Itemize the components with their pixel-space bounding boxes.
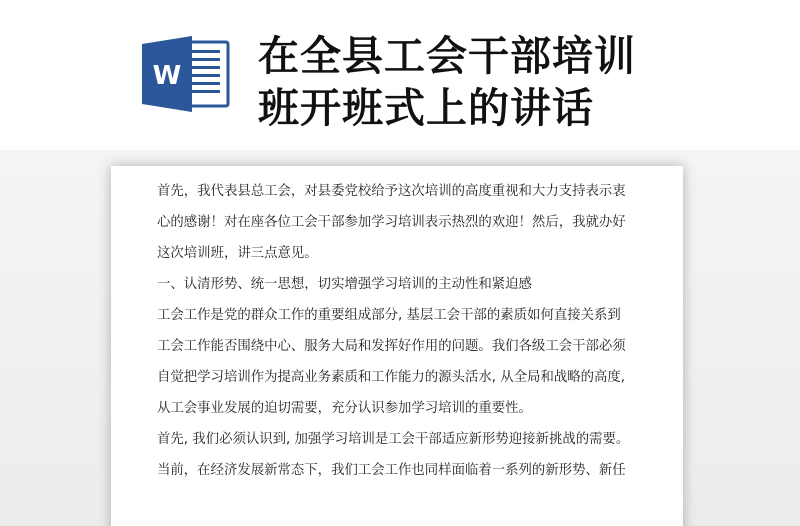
- title-line-2: 班开班式上的讲话: [258, 84, 594, 132]
- document-line: 工会工作是党的群众工作的重要组成部分, 基层工会干部的素质如何直接关系到: [157, 308, 621, 323]
- document-line: 自觉把学习培训作为提高业务素质和工作能力的源头活水, 从全局和战略的高度,: [157, 370, 626, 385]
- section-heading: 一、认清形势、统一思想，切实增强学习培训的主动性和紧迫感: [157, 277, 532, 292]
- document-line: 首先, 我们必须认识到, 加强学习培训是工会干部适应新形势迎接新挑战的需要。: [157, 432, 630, 447]
- document-line: 这次培训班，讲三点意见。: [157, 246, 318, 261]
- document-line: 心的感谢！对在座各位工会干部参加学习培训表示热烈的欢迎！然后，我就办好: [157, 215, 626, 230]
- document-line: 首先，我代表县总工会，对县委党校给予这次培训的高度重视和大力支持表示衷: [157, 184, 626, 199]
- document-body: [157, 176, 657, 486]
- word-icon-letter: W: [152, 61, 182, 91]
- word-document-icon: [142, 34, 232, 114]
- document-page: [111, 166, 683, 526]
- document-line: 工会工作能否围绕中心、服务大局和发挥好作用的问题。我们各级工会干部必须: [157, 339, 626, 354]
- document-line: 当前，在经济发展新常态下，我们工会工作也同样面临着一系列的新形势、新任: [157, 463, 626, 478]
- title-line-1: 在全县工会干部培训: [258, 32, 636, 80]
- page-title: [258, 30, 788, 134]
- document-line: 从工会事业发展的迫切需要，充分认识参加学习培训的重要性。: [157, 401, 532, 416]
